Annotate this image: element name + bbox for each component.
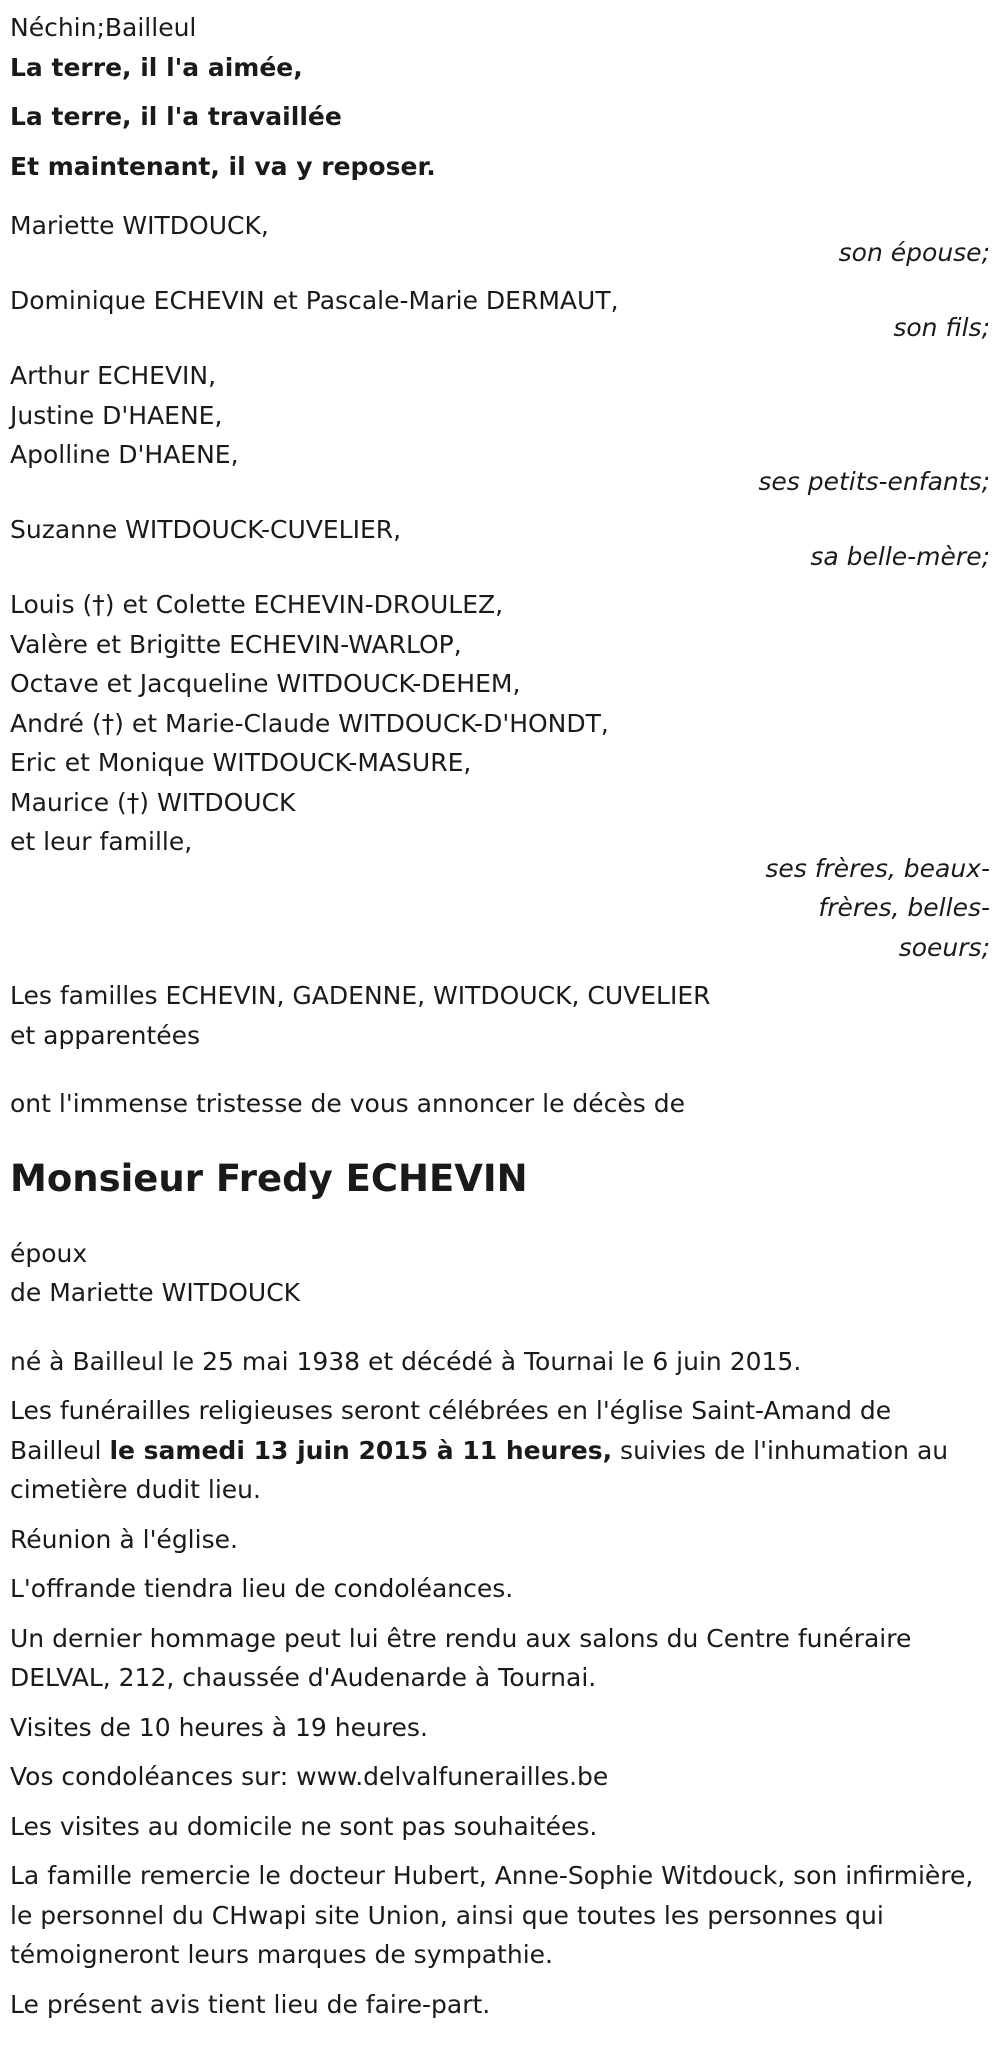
- family-name: Suzanne WITDOUCK-CUVELIER,: [10, 515, 402, 544]
- family-name: Louis (†) et Colette ECHEVIN-DROULEZ,: [10, 590, 504, 619]
- family-role-line: ses frères, beaux-: [765, 853, 990, 883]
- paragraph-condolences: Vos condoléances sur: www.delvalfunerailles.be: [10, 1762, 609, 1791]
- family-name: Eric et Monique WITDOUCK-MASURE,: [10, 748, 472, 777]
- verse-line-2: La terre, il l'a travaillée: [10, 102, 342, 131]
- family-role-line: frères, belles-: [818, 893, 990, 922]
- family-role: son fils;: [893, 312, 990, 342]
- family-group-siblings: [10, 585, 990, 967]
- spacer: [10, 186, 990, 206]
- paragraph-visits: Visites de 10 heures à 19 heures.: [10, 1712, 428, 1742]
- spacer: [10, 1322, 990, 1342]
- place-line: Néchin;Bailleul: [10, 13, 197, 42]
- family-role: [10, 849, 990, 968]
- family-name: Maurice (†) WITDOUCK: [10, 787, 296, 817]
- funeral-date: le samedi 13 juin 2015 à 11 heures,: [109, 1435, 613, 1465]
- family-role: sa belle-mère;: [810, 541, 990, 571]
- family-name: et leur famille,: [10, 827, 193, 856]
- funeral-text-after: suivies de l'inhumation au cimetière dudit lieu.: [10, 1435, 949, 1504]
- relation: [10, 1234, 990, 1313]
- family-group-grandchildren: [10, 356, 990, 501]
- paragraph-home-visits: Les visites au domicile ne sont pas souhaitées.: [10, 1811, 598, 1841]
- family-group-mother-in-law: [10, 510, 990, 576]
- family-name: André (†) et Marie-Claude WITDOUCK-D'HONDT,: [10, 708, 609, 738]
- verse-line-1: La terre, il l'a aimée,: [10, 52, 303, 82]
- funeral-text-before: Les funérailles religieuses seront célébrées en l'église Saint-Amand de Bailleul: [10, 1396, 892, 1465]
- birth-death-text: né à Bailleul le 25 mai 1938 et décédé à Tournai le 6 juin 2015.: [10, 1346, 802, 1376]
- family-name: Dominique ECHEVIN et Pascale-Marie DERMAUT,: [10, 286, 619, 315]
- paragraph-tribute: Un dernier hommage peut lui être rendu aux salons du Centre funéraire DELVAL, 212, chaussée d'Audenarde à Tournai.: [10, 1623, 912, 1692]
- paragraph-notice: Le présent avis tient lieu de faire-part.: [10, 1989, 491, 2019]
- family-role: son épouse;: [838, 237, 990, 267]
- family-name: Valère et Brigitte ECHEVIN-WARLOP,: [10, 629, 462, 659]
- family-group-spouse: [10, 206, 990, 272]
- paragraph-reunion: Réunion à l'église.: [10, 1524, 238, 1554]
- announcement-text: ont l'immense tristesse de vous annoncer le décès de: [10, 1089, 686, 1118]
- family-group-son: [10, 281, 990, 347]
- verse-line-3: Et maintenant, il va y reposer.: [10, 151, 436, 181]
- family-name: Apolline D'HAENE,: [10, 440, 239, 469]
- family-name: Mariette WITDOUCK,: [10, 211, 269, 240]
- paragraph-offering: L'offrande tiendra lieu de condoléances.: [10, 1574, 514, 1603]
- family-name: Octave et Jacqueline WITDOUCK-DEHEM,: [10, 669, 521, 698]
- spacer: [10, 1064, 990, 1084]
- extended-families: [10, 976, 990, 1055]
- families-line: et apparentées: [10, 1020, 201, 1050]
- family-name: Justine D'HAENE,: [10, 400, 223, 430]
- families-line: Les familles ECHEVIN, GADENNE, WITDOUCK, CUVELIER: [10, 981, 711, 1010]
- funeral-text: [10, 1391, 990, 1510]
- family-role: ses petits-enfants;: [758, 466, 990, 496]
- relation-line: époux: [10, 1238, 88, 1268]
- paragraph-thanks: La famille remercie le docteur Hubert, Anne-Sophie Witdouck, son infirmière, le personnel du CHwapi site Union, ainsi que toutes les personnes qui témoigneront leurs marques de sympathie.: [10, 1861, 974, 1969]
- family-role-line: soeurs;: [898, 932, 990, 962]
- family-name: Arthur ECHEVIN,: [10, 361, 217, 390]
- deceased-name: Monsieur Fredy ECHEVIN: [10, 1156, 528, 1200]
- relation-line: de Mariette WITDOUCK: [10, 1278, 301, 1307]
